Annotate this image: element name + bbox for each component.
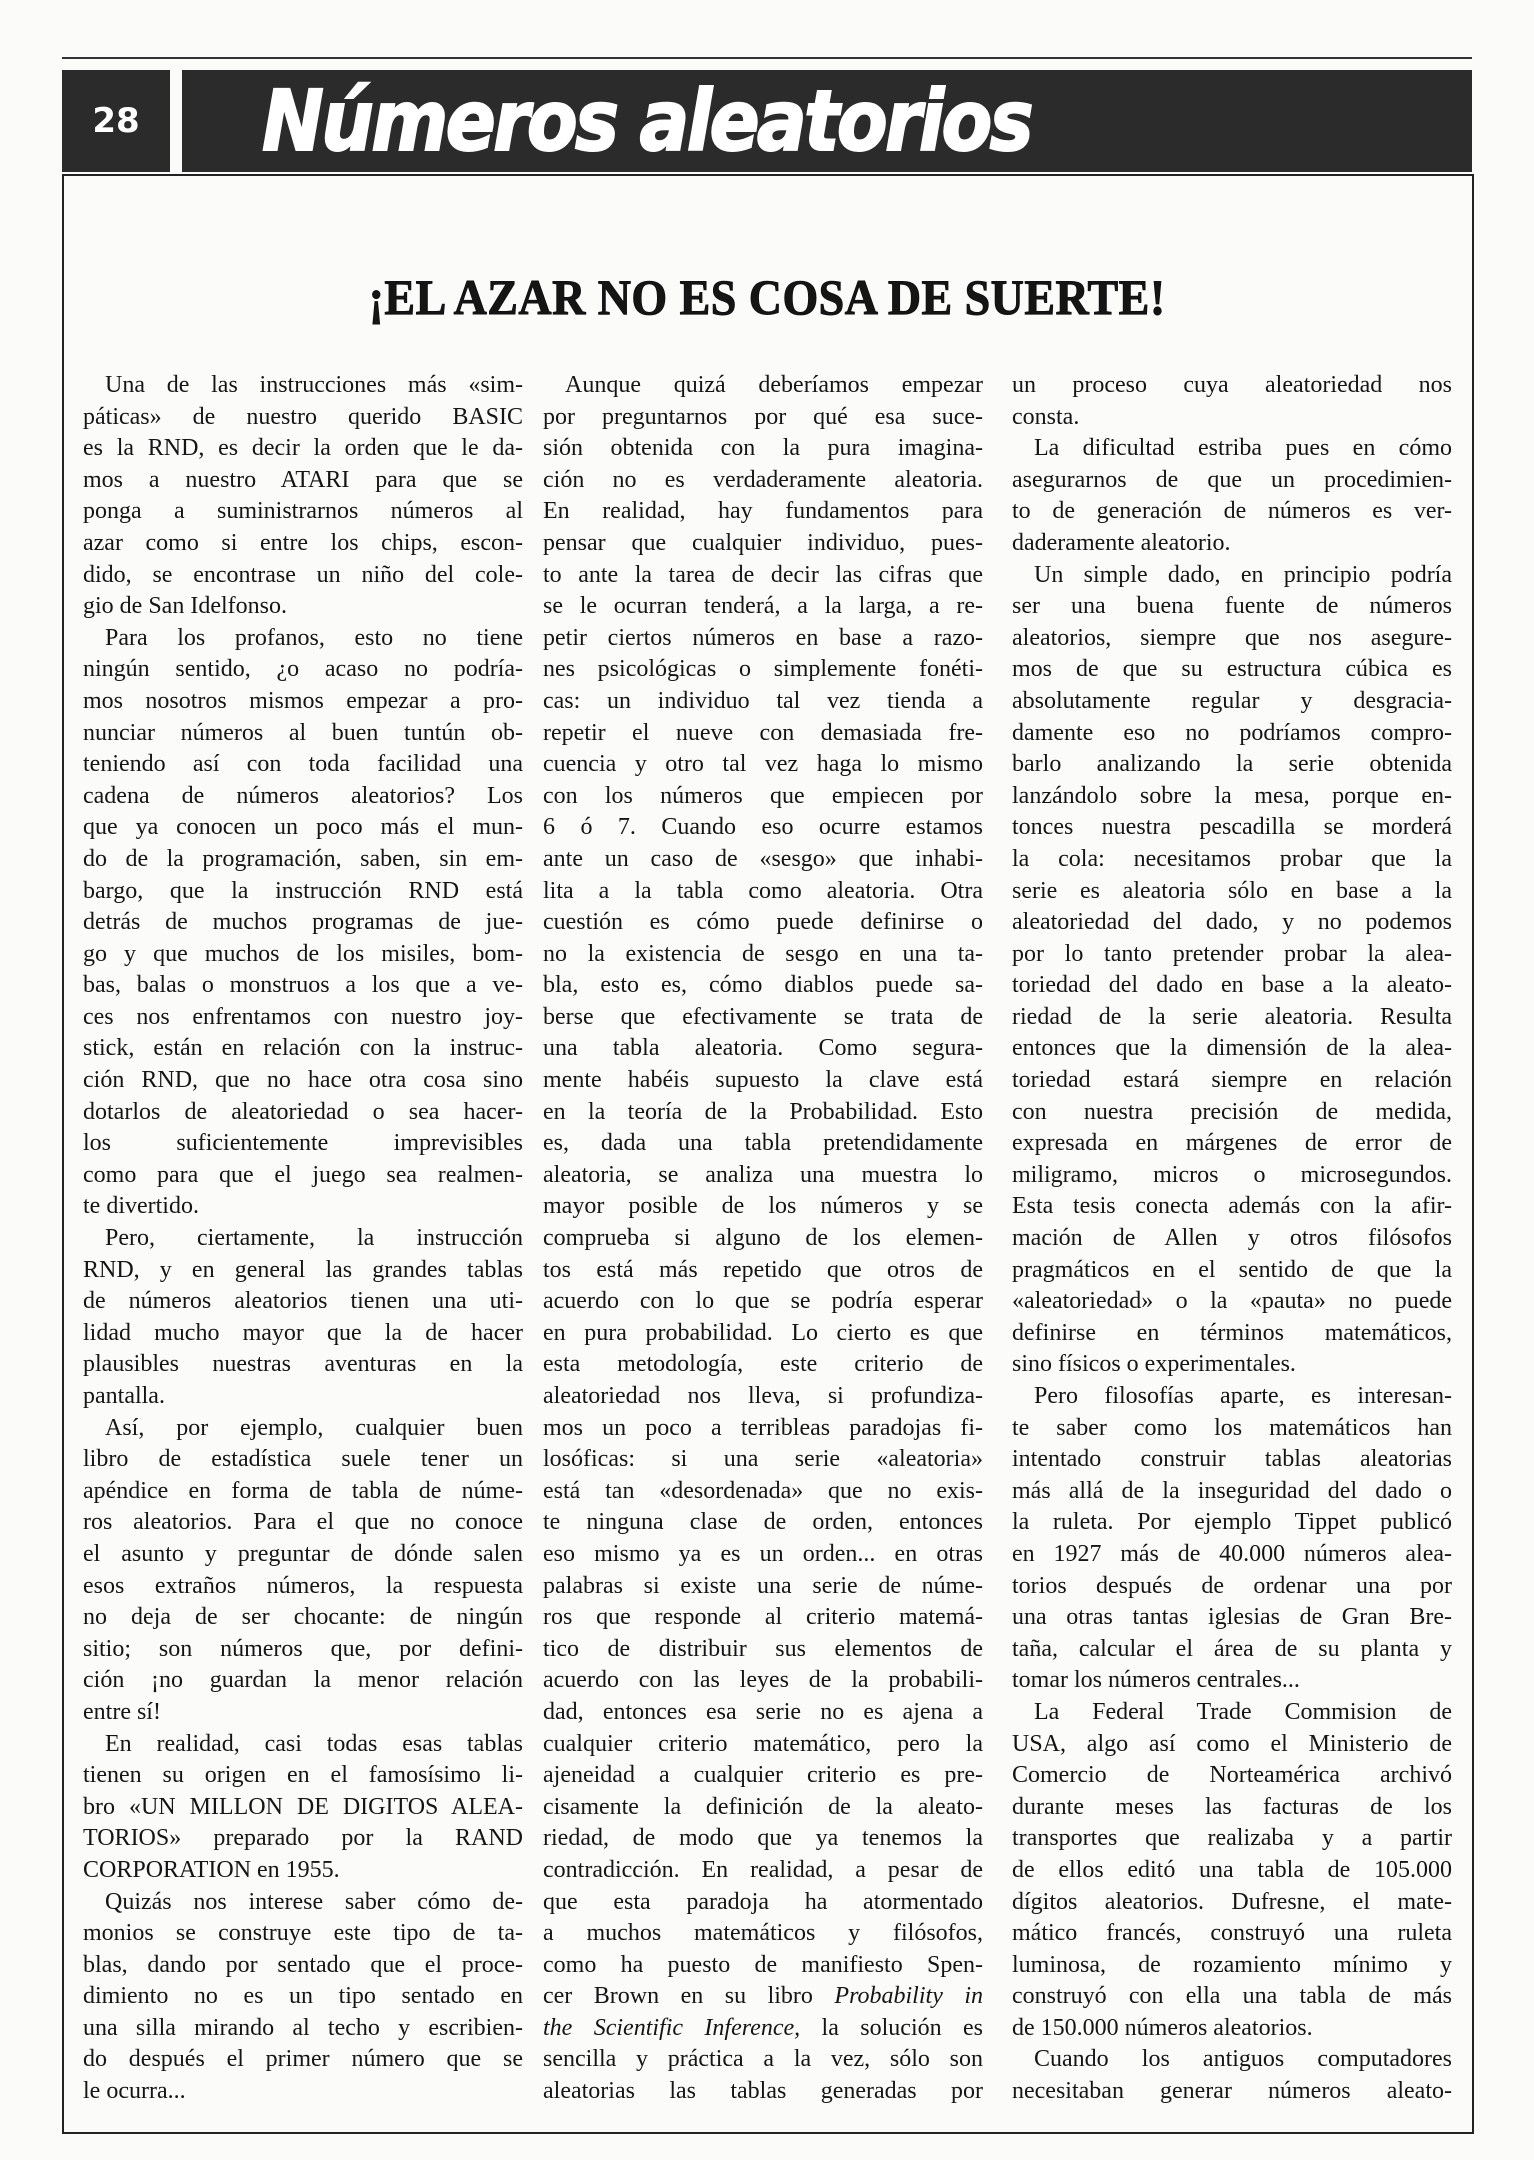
text-line: USA, algo así como el Ministerio de (1012, 1730, 1452, 1757)
text-line: Pero, ciertamente, la instrucción (105, 1225, 523, 1252)
text-line: pragmáticos en el sentido de que la (1012, 1256, 1452, 1283)
text-line: te divertido. (83, 1193, 199, 1220)
text-line: ajeneidad a cualquier criterio es pre- (543, 1762, 983, 1789)
article-title-text: ¡EL AZAR NO ES COSA DE SUERTE! (368, 269, 1166, 325)
text-line: durante meses las facturas de los (1012, 1793, 1452, 1820)
text-line: entre sí! (83, 1698, 161, 1725)
text-line: mático francés, construyó una ruleta (1012, 1920, 1452, 1947)
text-line: no la existencia de sesgo en una ta- (543, 940, 983, 967)
text-line: gio de San Idelfonso. (83, 593, 287, 620)
text-line: en la teoría de la Probabilidad. Esto (543, 1098, 983, 1125)
text-line: de números aleatorios tienen una uti- (83, 1288, 523, 1315)
text-line: un proceso cuya aleatoriedad nos (1012, 372, 1452, 398)
paragraph (1012, 1697, 1452, 2045)
article-column-1 (83, 370, 523, 2108)
text-line: expresada en márgenes de error de (1012, 1130, 1452, 1157)
text-line: do de la programación, saben, sin em- (83, 845, 523, 872)
text-line: nes psicológicas o simplemente fonéti- (543, 656, 983, 683)
text-line: definirse en términos matemáticos, (1012, 1319, 1452, 1346)
text-line: aleatorios, siempre que nos asegure- (1012, 624, 1452, 651)
text-line: lita a la tabla como aleatoria. Otra (543, 877, 983, 904)
text-line: tomar los números centrales... (1012, 1667, 1300, 1694)
article-column-2 (543, 370, 983, 2108)
paragraph (83, 1729, 523, 1887)
text-line: mente habéis supuesto la clave está (543, 1067, 983, 1094)
text-line: pensar que cualquier individuo, pues- (543, 529, 983, 556)
text-line: te saber como los matemáticos han (1012, 1414, 1452, 1441)
text-line: tos está más repetido que otros de (543, 1256, 983, 1283)
text-line: pantalla. (83, 1383, 165, 1409)
text-line: 6 ó 7. Cuando eso ocurre estamos (543, 814, 983, 841)
text-line: riedad, de modo que ya tenemos la (543, 1825, 983, 1852)
text-line: monios se construye este tipo de ta- (83, 1920, 523, 1947)
text-line: aleatoriedad del dado, y no podemos (1012, 909, 1452, 936)
text-line: los suficientemente imprevisibles (83, 1130, 523, 1157)
text-line: sino físicos o experimentales. (1012, 1351, 1296, 1378)
text-line: dígitos aleatorios. Dufresne, el mate- (1012, 1888, 1452, 1915)
text-line: En realidad, hay fundamentos para (543, 498, 983, 525)
text-line: to de generación de números es ver- (1012, 498, 1452, 525)
text-line: apéndice en forma de tabla de núme- (83, 1477, 523, 1504)
text-line: por lo tanto pretender probar la alea- (1012, 940, 1452, 967)
paragraph (83, 1887, 523, 2108)
text-line: stick, están en relación con la instruc- (83, 1035, 523, 1062)
article-title (0, 268, 1534, 326)
italic-book-title: Probability in (834, 1983, 983, 2010)
text-line: luminosa, de rozamiento mínimo y (1012, 1951, 1452, 1978)
text-line: go y que muchos de los misiles, bom- (83, 940, 523, 967)
text-line: cuencia y otro tal vez haga lo mismo (543, 751, 983, 778)
text-line: barlo analizando la serie obtenida (1012, 751, 1452, 778)
text-line: bla, esto es, cómo diablos puede sa- (543, 972, 983, 999)
text-line: libro de estadística suele tener un (83, 1446, 523, 1473)
text-line: en pura probabilidad. Lo cierto es que (543, 1319, 983, 1346)
text-line: por preguntarnos por qué esa suce- (543, 403, 983, 430)
text-line: Quizás nos interese saber cómo de- (105, 1888, 523, 1915)
text-line: esta metodología, este criterio de (543, 1351, 983, 1378)
paragraph (83, 623, 523, 1223)
text-line: petir ciertos números en base a razo- (543, 624, 983, 651)
text-line: Cuando los antiguos computadores (1034, 2046, 1452, 2073)
text-line (543, 2013, 983, 2045)
text-line: dimiento no es un tipo sentado en (83, 1983, 523, 2010)
article-column-3 (1012, 370, 1452, 2108)
text-line: Un simple dado, en principio podría (1034, 561, 1452, 588)
text-line: daderamente aleatorio. (1012, 529, 1231, 556)
text-line: RND, y en general las grandes tablas (83, 1256, 523, 1283)
paragraph (1012, 433, 1452, 559)
paragraph (1012, 2044, 1452, 2107)
text-line: te ninguna clase de orden, entonces (543, 1509, 983, 1536)
text-line: entonces que la dimensión de la alea- (1012, 1035, 1452, 1062)
text-line: mos nosotros mismos empezar a pro- (83, 687, 523, 714)
header-rule (62, 57, 1472, 59)
text-line: ción no es verdaderamente aleatoria. (543, 466, 983, 493)
text-line: torios después de ordenar una por (1012, 1572, 1452, 1599)
text-line: toriedad del dado en base a la aleato- (1012, 972, 1452, 999)
text-line: con nuestra precisión de medida, (1012, 1098, 1452, 1125)
text-line: sión obtenida con la pura imagina- (543, 435, 983, 462)
text-line: cualquier criterio matemático, pero la (543, 1730, 983, 1757)
text-line: ser una buena fuente de números (1012, 593, 1452, 620)
paragraph (83, 1413, 523, 1729)
text-line: la cola: necesitamos probar que la (1012, 845, 1452, 872)
text-line: consta. (1012, 403, 1080, 430)
text-line: dotarlos de aleatoriedad o sea hacer- (83, 1098, 523, 1125)
text-line: contradicción. En realidad, a pesar de (543, 1856, 983, 1883)
text-line: esos extraños números, la respuesta (83, 1572, 523, 1599)
text-line: a muchos matemáticos y filósofos, (543, 1920, 983, 1947)
section-title: Números aleatorios (262, 72, 1032, 170)
text-line: mayor posible de los números y se (543, 1193, 983, 1220)
italic-book-title: the Scientific Inference, (543, 2014, 801, 2041)
text-line: toriedad estará siempre en relación (1012, 1067, 1452, 1094)
text-line: está tan «desordenada» que no exis- (543, 1477, 983, 1504)
text-line: mación de Allen y otros filósofos (1012, 1225, 1452, 1252)
text-line: más allá de la inseguridad del dado o (1012, 1477, 1452, 1504)
text-line: nunciar números al buen tuntún ob- (83, 719, 523, 746)
text-line: En realidad, casi todas esas tablas (105, 1730, 523, 1757)
text-line: to ante la tarea de decir las cifras que (543, 561, 983, 588)
paragraph (1012, 370, 1452, 433)
paragraph (1012, 1381, 1452, 1697)
text-line: bas, balas o monstruos a los que a ve- (83, 972, 523, 999)
text-line: que esta paradoja ha atormentado (543, 1888, 983, 1915)
section-title-bar (182, 70, 1472, 172)
text-line: «aleatoriedad» o la «pauta» no puede (1012, 1288, 1452, 1315)
text-segment: cer Brown en su libro (543, 1983, 835, 2010)
text-line: mos de que su estructura cúbica es (1012, 656, 1452, 683)
text-line: bro «UN MILLON DE DIGITOS ALEA- (83, 1793, 523, 1820)
text-line: repetir el nueve con demasiada fre- (543, 719, 983, 746)
text-line: Comercio de Norteamérica archivó (1012, 1762, 1452, 1789)
text-line: intentado construir tablas aleatorias (1012, 1446, 1452, 1473)
text-line: ción ¡no guardan la menor relación (83, 1667, 523, 1694)
text-line: como para que el juego sea realmen- (83, 1161, 523, 1188)
text-line: La Federal Trade Commision de (1034, 1698, 1452, 1725)
text-line: construyó con ella una tabla de más (1012, 1983, 1452, 2010)
text-line: como ha puesto de manifiesto Spen- (543, 1951, 983, 1978)
text-line: ros que responde al criterio matemá- (543, 1604, 983, 1631)
text-line: se le ocurran tenderá, a la larga, a re- (543, 593, 983, 620)
text-line: azar como si entre los chips, escon- (83, 529, 523, 556)
text-line: aleatoria, se analiza una muestra lo (543, 1161, 983, 1188)
paragraph (83, 1223, 523, 1413)
text-line: de 150.000 números aleatorios. (1012, 2014, 1313, 2041)
text-line: cisamente la definición de la aleato- (543, 1793, 983, 1820)
text-line: sitio; son números que, por defini- (83, 1635, 523, 1662)
text-line: el asunto y preguntar de dónde salen (83, 1540, 523, 1567)
text-line: CORPORATION en 1955. (83, 1856, 340, 1883)
text-line: teniendo así con toda facilidad una (83, 751, 523, 778)
text-line: acuerdo con lo que se podría esperar (543, 1288, 983, 1315)
text-line: lanzándolo sobre la mesa, porque en- (1012, 782, 1452, 809)
text-line: ces nos enfrentamos con nuestro joy- (83, 1003, 523, 1030)
text-line: asegurarnos de que un procedimien- (1012, 466, 1452, 493)
text-line: bargo, que la instrucción RND está (83, 877, 523, 904)
text-line: cuestión es cómo puede definirse o (543, 909, 983, 936)
text-line: necesitaban generar números aleato- (1012, 2078, 1452, 2105)
text-line: acuerdo con las leyes de la probabili- (543, 1667, 983, 1694)
text-line: no deja de ser chocante: de ningún (83, 1604, 523, 1631)
text-line: Una de las instrucciones más «sim- (105, 372, 523, 398)
text-line: damente eso no podríamos compro- (1012, 719, 1452, 746)
text-line: ros aleatorios. Para el que no conoce (83, 1509, 523, 1536)
text-line: es la RND, es decir la orden que le da- (83, 435, 523, 462)
text-line: lidad mucho mayor que la de hacer (83, 1319, 523, 1346)
paragraph (543, 370, 983, 2108)
text-line (543, 1981, 983, 2013)
text-line: Para los profanos, esto no tiene (105, 624, 523, 651)
text-line: riedad de la serie aleatoria. Resulta (1012, 1003, 1452, 1030)
page-number-text: 28 (92, 101, 140, 141)
text-segment: la solución es (800, 2014, 984, 2041)
text-line: dad, entonces esa serie no es ajena a (543, 1698, 983, 1725)
text-line: aleatorias las tablas generadas por (543, 2078, 983, 2105)
text-line: en 1927 más de 40.000 números alea- (1012, 1540, 1452, 1567)
text-line: serie es aleatoria sólo en base a la (1012, 877, 1452, 904)
text-line: losóficas: si una serie «aleatoria» (543, 1446, 983, 1473)
text-line: tienen su origen en el famosísimo li- (83, 1762, 523, 1789)
page-number (62, 70, 170, 172)
text-line: aleatoriedad nos lleva, si profundiza- (543, 1383, 983, 1409)
text-line: una otras tantas iglesias de Gran Bre- (1012, 1604, 1452, 1631)
text-line: de ellos editó una tabla de 105.000 (1012, 1856, 1452, 1883)
text-line: Pero filosofías aparte, es interesan- (1034, 1383, 1452, 1409)
text-line: blas, dando por sentado que el proce- (83, 1951, 523, 1978)
text-line: le ocurra... (83, 2078, 186, 2105)
text-line: Aunque quizá deberíamos empezar (565, 372, 983, 398)
text-line: con los números que empiecen por (543, 782, 983, 809)
text-line: ción RND, que no hace otra cosa sino (83, 1067, 523, 1094)
text-line: TORIOS» preparado por la RAND (83, 1825, 523, 1852)
text-line: mos a nuestro ATARI para que se (83, 466, 523, 493)
paragraph (83, 370, 523, 623)
text-line: ningún sentido, ¿o acaso no podría- (83, 656, 523, 683)
text-line: absolutamente regular y desgracia- (1012, 687, 1452, 714)
text-line: es, dada una tabla pretendidamente (543, 1130, 983, 1157)
text-line: palabras si existe una serie de núme- (543, 1572, 983, 1599)
text-line: tico de distribuir sus elementos de (543, 1635, 983, 1662)
text-line: plausibles nuestras aventuras en la (83, 1351, 523, 1378)
text-line: Así, por ejemplo, cualquier buen (105, 1414, 523, 1441)
text-line: La dificultad estriba pues en cómo (1034, 435, 1452, 462)
text-line: una tabla aleatoria. Como segura- (543, 1035, 983, 1062)
text-line: cadena de números aleatorios? Los (83, 782, 523, 809)
text-line: ante un caso de «sesgo» que inhabi- (543, 845, 983, 872)
text-line: cas: un individuo tal vez tienda a (543, 687, 983, 714)
text-line: dido, se encontrase un niño del cole- (83, 561, 523, 588)
text-line: taña, calcular el área de su planta y (1012, 1635, 1452, 1662)
text-line: transportes que realizaba y a partir (1012, 1825, 1452, 1852)
text-line: eso mismo ya es un orden... en otras (543, 1540, 983, 1567)
text-line: do después el primer número que se (83, 2046, 523, 2073)
text-line: detrás de muchos programas de jue- (83, 909, 523, 936)
text-line: la ruleta. Por ejemplo Tippet publicó (1012, 1509, 1452, 1536)
text-line: tonces nuestra pescadilla se morderá (1012, 814, 1452, 841)
text-line: páticas» de nuestro querido BASIC (83, 403, 523, 430)
text-line: mos un poco a terribleas paradojas fi- (543, 1414, 983, 1441)
text-line: Esta tesis conecta además con la afir- (1012, 1193, 1452, 1220)
text-line: que ya conocen un poco más el mun- (83, 814, 523, 841)
text-line: miligramo, micros o microsegundos. (1012, 1161, 1452, 1188)
text-line: berse que efectivamente se trata de (543, 1003, 983, 1030)
text-line: ponga a suministrarnos números al (83, 498, 523, 525)
paragraph (1012, 560, 1452, 1381)
text-line: comprueba si alguno de los elemen- (543, 1225, 983, 1252)
text-line: una silla mirando al techo y escribien- (83, 2014, 523, 2041)
text-line: sencilla y práctica a la vez, sólo son (543, 2046, 983, 2073)
